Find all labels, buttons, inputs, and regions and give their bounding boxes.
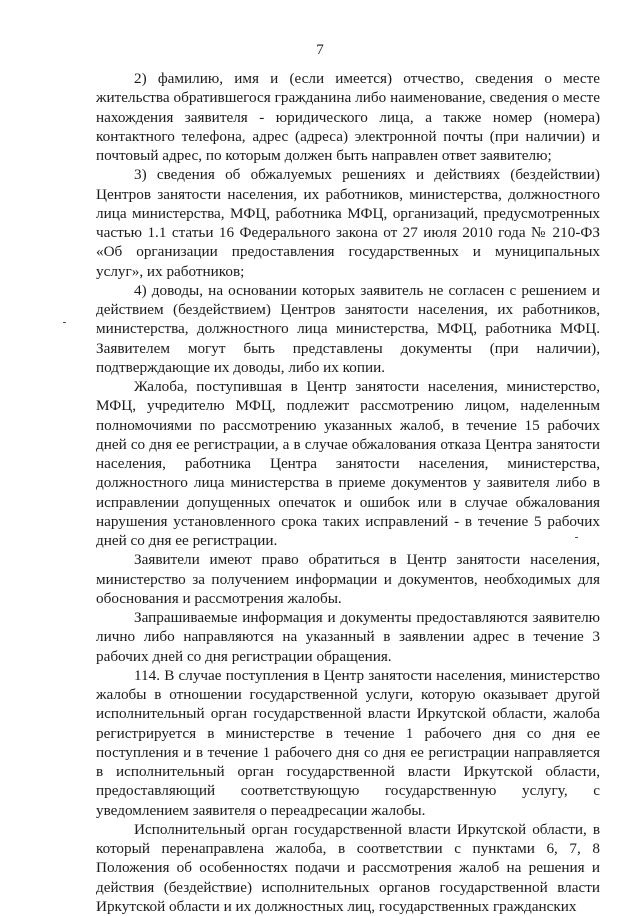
paragraph-item-2: 2) фамилию, имя и (если имеется) отчество, сведения о месте жительства обратившегося гражданина либо наименование, сведения о месте нахождения заявителя - юридического лица, а также номер (номера) контактного телефона, адрес (адреса) электронной почты (при наличии) и почтовый адрес, по которым должен быть направлен ответ заявителю; (96, 70, 600, 164)
document-body (96, 69, 600, 916)
paragraph-clause-114: 114. В случае поступления в Центр занятости населения, министерство жалобы в отношении государственной услуги, которую оказывает другой исполнительный орган государственной власти Иркутской области, жалоба регистрируется в министерстве в течение 1 рабочего дня со дня ее поступления и в течение 1 рабочего дня со дня ее регистрации направляется в исполнительный орган государственной власти Иркутской области, предоставляющий соответствующую государственную услугу, с уведомлением заявителя о переадресации жалобы. (96, 666, 600, 819)
paragraph-complaint-review: Жалоба, поступившая в Центр занятости населения, министерство, МФЦ, учредителю МФЦ, подлежит рассмотрению лицом, наделенным полномочиями по рассмотрению указанных жалоб, в течение 15 рабочих дней со дня ее регистрации, а в случае обжалования отказа Центра занятости населения, работника Центра занятости населения, министерства, должностного лица министерства в приеме документов у заявителя либо в исправлении допущенных опечаток и ошибок или в случае обжалования нарушения установленного срока таких исправлений - в течение 5 рабочих дней со дня ее регистрации. (96, 378, 600, 549)
paragraph-executive-authority: Исполнительный орган государственной власти Иркутской области, в который перенаправлена жалоба, в соответствии с пунктами 6, 7, 8 Положения об особенностях подачи и рассмотрения жалоб на решения и действия (бездействие) исполнительных органов государственной власти Иркутской области и их должностных лиц, государственных гражданских (96, 820, 600, 915)
paragraph-information-delivery: Запрашиваемые информация и документы предоставляются заявителю лично либо направляются на указанный в заявлении адрес в течение 3 рабочих дней со дня регистрации обращения. (96, 609, 600, 665)
scan-mark (63, 322, 66, 323)
paragraph-item-4: 4) доводы, на основании которых заявитель не согласен с решением и действием (бездействием) Центров занятости населения, их работников, министерства, должностного лица министерства, МФЦ, работника МФЦ. Заявителем могут быть представлены документы (при наличии), подтверждающие их доводы, либо их копии. (96, 281, 600, 376)
page-number: 7 (316, 42, 324, 58)
paragraph-applicant-rights: Заявители имеют право обратиться в Центр занятости населения, министерство за получением информации и документов, необходимых для обоснования и рассмотрения жалобы. (96, 551, 600, 607)
paragraph-item-3: 3) сведения об обжалуемых решениях и действиях (бездействии) Центров занятости населения, их работников, министерства, должностного лица министерства, МФЦ, работника МФЦ, организаций, предусмотренных частью 1.1 статьи 16 Федерального закона от 27 июля 2010 года № 210-ФЗ «Об организации предоставления государственных и муниципальных услуг», их работников; (96, 166, 600, 280)
